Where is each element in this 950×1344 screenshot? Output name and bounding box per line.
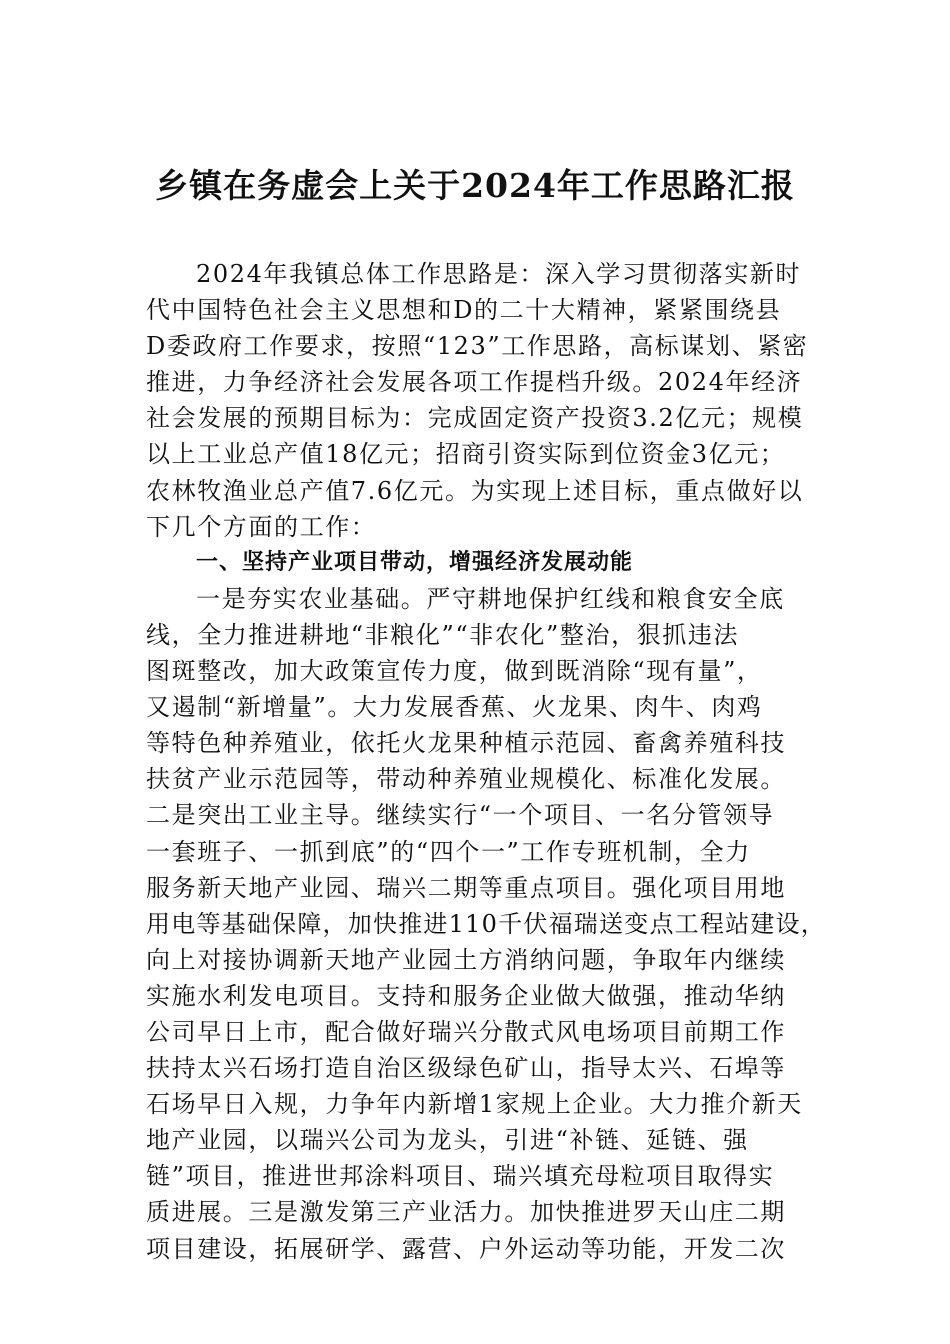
body-line: 服务新天地产业园、瑞兴二期等重点项目。强化项目用地 (146, 873, 786, 902)
body-line: 二是突出工业主导。继续实行“一个项目、一名分管领导 (146, 801, 775, 830)
body-line: 向上对接协调新天地产业园土方消纳问题，争取年内继续 (146, 945, 786, 974)
body-line: 2024年我镇总体工作思路是：深入学习贯彻落实新时 (196, 260, 802, 288)
body-line: 推进，力争经济社会发展各项工作提档升级。2024年经济 (146, 368, 803, 397)
body-line: 质进展。三是激发第三产业活力。加快推进罗天山庄二期 (146, 1198, 786, 1227)
body-line: 链”项目，推进世邦涂料项目、瑞兴填充母粒项目取得实 (146, 1162, 775, 1191)
body-line: 扶贫产业示范园等，带动种养殖业规模化、标准化发展。 (146, 765, 786, 794)
body-line: 社会发展的预期目标为：完成固定资产投资3.2亿元；规模 (146, 404, 804, 433)
body-line: 项目建设，拓展研学、露营、户外运动等功能，开发二次 (146, 1234, 786, 1263)
body-line: 石场早日入规，力争年内新增1家规上企业。大力推介新天 (146, 1090, 803, 1119)
body-line: 一是夯实农业基础。严守耕地保护红线和粮食安全底 (196, 584, 785, 613)
body-line: 代中国特色社会主义思想和D的二十大精神，紧紧围绕县 (146, 296, 782, 325)
body-line: D委政府工作要求，按照“123”工作思路，高标谋划、紧密 (146, 332, 809, 361)
document-title: 乡镇在务虚会上关于2024年工作思路汇报 (155, 166, 795, 205)
body-line: 图斑整改，加大政策宣传力度，做到既消除“现有量”， (146, 657, 763, 686)
body-line: 一套班子、一抓到底”的“四个一”工作专班机制，全力 (146, 837, 751, 866)
body-line: 地产业园，以瑞兴公司为龙头，引进“补链、延链、强 (146, 1126, 749, 1155)
body-line: 等特色种养殖业，依托火龙果种植示范园、畜禽养殖科技 (146, 729, 786, 758)
document-body (146, 256, 826, 1267)
body-line: 以上工业总产值18亿元；招商引资实际到位资金3亿元； (146, 440, 786, 469)
body-line: 实施水利发电项目。支持和服务企业做大做强，推动华纳 (146, 981, 786, 1010)
section-heading: 一、坚持产业项目带动，增强经济发展动能 (196, 549, 634, 575)
body-line: 线，全力推进耕地“非粮化”“非农化”整治，狠抓违法 (146, 620, 740, 649)
body-line: 下几个方面的工作： (146, 512, 377, 541)
body-line: 农林牧渔业总产值7.6亿元。为实现上述目标，重点做好以 (146, 476, 804, 505)
body-line: 公司早日上市，配合做好瑞兴分散式风电场项目前期工作 (146, 1017, 786, 1046)
body-line: 又遏制“新增量”。大力发展香蕉、火龙果、肉牛、肉鸡 (146, 693, 763, 722)
body-line: 用电等基础保障，加快推进110千伏福瑞送变点工程站建设， (146, 909, 826, 938)
body-line: 扶持太兴石场打造自治区级绿色矿山，指导太兴、石埠等 (146, 1054, 786, 1083)
